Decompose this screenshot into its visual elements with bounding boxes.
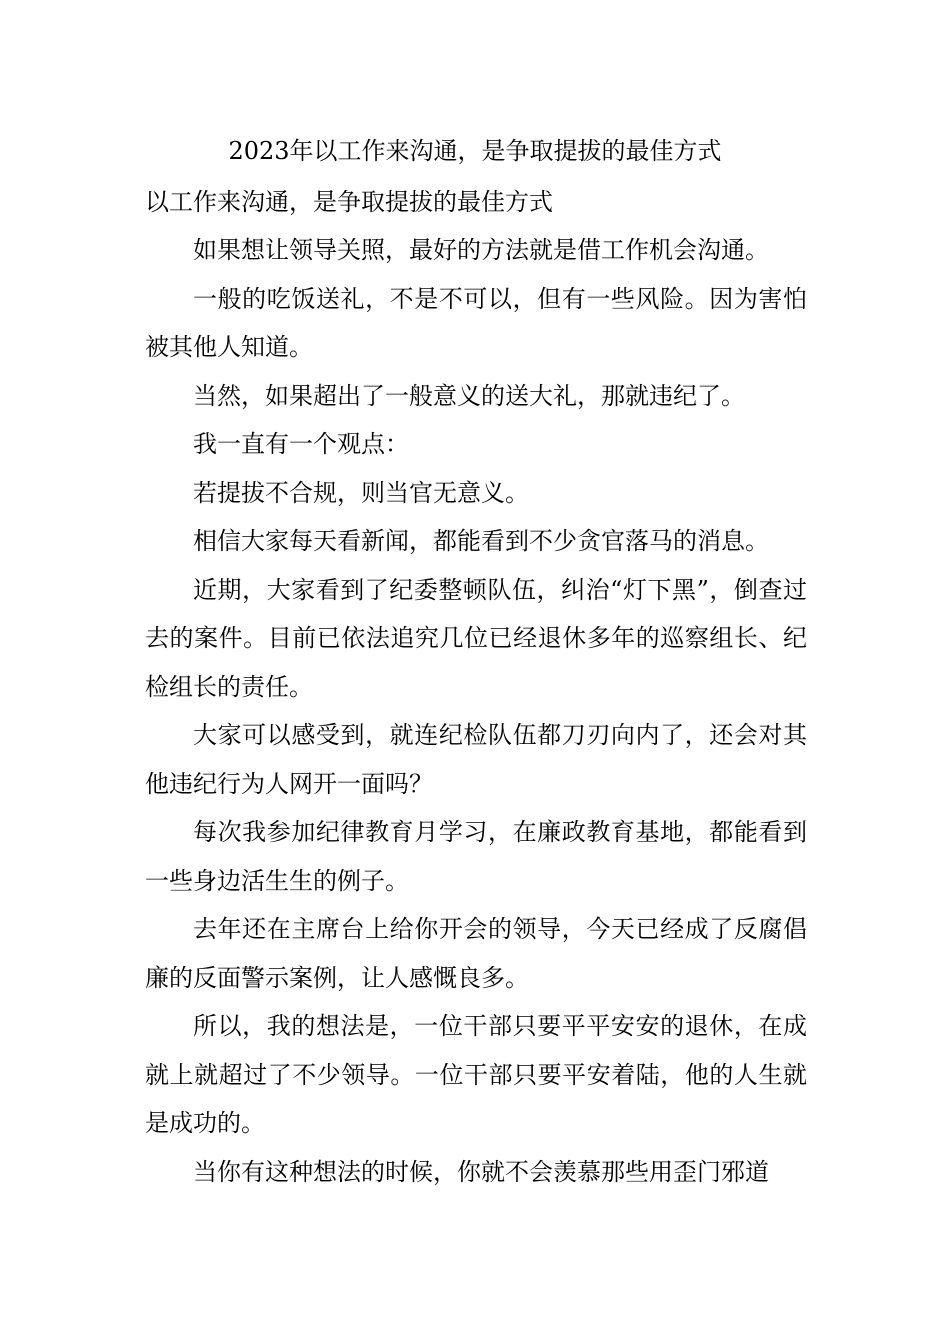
paragraph: 大家可以感受到，就连纪检队伍都刀刃向内了，还会对其他违纪行为人网开一面吗？ xyxy=(145,721,807,798)
document-subtitle: 以工作来沟通，是争取提拔的最佳方式 xyxy=(145,188,553,216)
paragraph: 相信大家每天看新闻，都能看到不少贪官落马的消息。 xyxy=(193,527,769,555)
paragraph: 一般的吃饭送礼，不是不可以，但有一些风险。因为害怕被其他人知道。 xyxy=(145,284,807,361)
paragraph: 当然，如果超出了一般意义的送大礼，那就违纪了。 xyxy=(193,381,745,410)
paragraph: 我一直有一个观点： xyxy=(193,430,409,458)
paragraph: 去年还在主席台上给你开会的领导，今天已经成了反腐倡廉的反面警示案例，让人感慨良多。 xyxy=(145,915,807,992)
paragraph: 如果想让领导关照，最好的方法就是借工作机会沟通。 xyxy=(193,236,769,264)
paragraph: 所以，我的想法是，一位干部只要平平安安的退休，在成就上就超过了不少领导。一位干部只要平安着陆，他的人生就是成功的。 xyxy=(145,1012,807,1137)
document-body xyxy=(145,226,807,1196)
document-title: 2023年以工作来沟通，是争取提拔的最佳方式 xyxy=(228,137,722,165)
paragraph: 当你有这种想法的时候，你就不会羡慕那些用歪门邪道 xyxy=(193,1157,769,1186)
paragraph: 每次我参加纪律教育月学习，在廉政教育基地，都能看到一些身边活生生的例子。 xyxy=(145,818,807,895)
paragraph: 近期，大家看到了纪委整顿队伍，纠治“灯下黑”，倒查过去的案件。目前已依法追究几位已经退休多年的巡察组长、纪检组长的责任。 xyxy=(145,575,807,701)
paragraph: 若提拔不合规，则当官无意义。 xyxy=(193,478,529,507)
